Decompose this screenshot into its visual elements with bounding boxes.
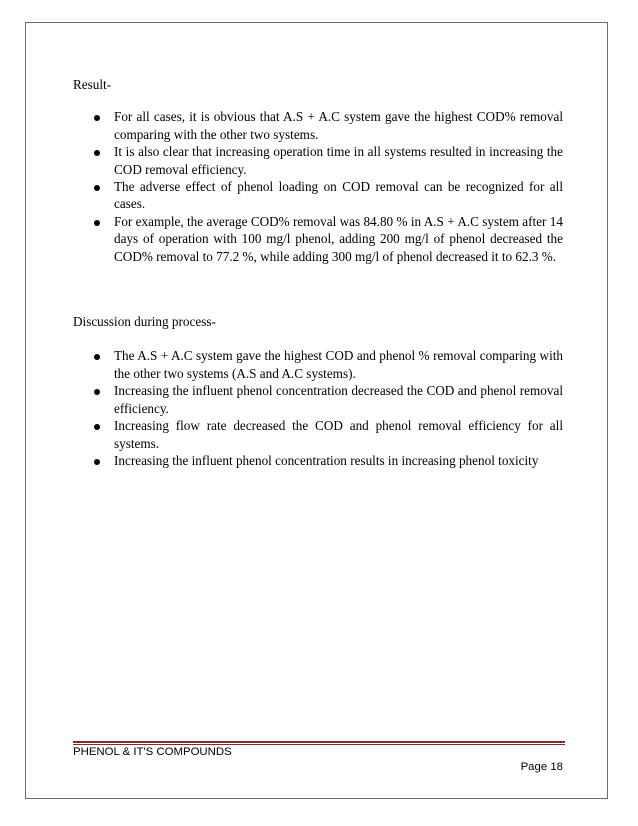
- result-bullet-list: [73, 108, 563, 265]
- result-bullet-item: [73, 213, 563, 265]
- result-bullet-text: For example, the average COD% removal was 84.80 % in A.S + A.C system after 14 days of operation with 100 mg/l phenol, adding 200 mg/l of phenol decreased the COD% removal to 77.2 %, while adding 300 mg/l of phenol decreased it to 62.3 %.: [114, 213, 563, 264]
- result-bullet-item: [73, 108, 563, 143]
- result-bullet-item: [73, 143, 563, 178]
- bullet-icon: [94, 220, 100, 226]
- discussion-bullet-text: Increasing the influent phenol concentration results in increasing phenol toxicity: [114, 452, 539, 468]
- result-bullet-text: The adverse effect of phenol loading on COD removal can be recognized for all cases.: [114, 179, 563, 212]
- bullet-icon: [94, 354, 100, 360]
- bullet-icon: [94, 185, 100, 191]
- discussion-bullet-item: [73, 347, 563, 382]
- discussion-bullet-item: [73, 382, 563, 417]
- footer-rule: [73, 741, 565, 745]
- discussion-bullet-list: [73, 347, 563, 469]
- discussion-bullet-text: The A.S + A.C system gave the highest COD and phenol % removal comparing with the other two systems (A.S and A.C systems).: [114, 348, 563, 381]
- discussion-bullet-item: [73, 452, 563, 469]
- bullet-icon: [94, 424, 100, 430]
- page-content: [73, 76, 563, 469]
- result-bullet-text: It is also clear that increasing operation time in all systems resulted in increasing the COD removal efficiency.: [114, 144, 563, 177]
- result-bullet-item: [73, 178, 563, 213]
- result-bullet-text: For all cases, it is obvious that A.S + A.C system gave the highest COD% removal comparing with the other two systems.: [114, 109, 563, 142]
- discussion-bullet-item: [73, 417, 563, 452]
- discussion-bullet-text: Increasing flow rate decreased the COD and phenol removal efficiency for all systems.: [114, 418, 563, 451]
- page-number: Page 18: [520, 761, 563, 773]
- bullet-icon: [94, 389, 100, 395]
- result-heading: Result-: [73, 77, 112, 92]
- bullet-icon: [94, 150, 100, 156]
- discussion-bullet-text: Increasing the influent phenol concentration decreased the COD and phenol removal efficiency.: [114, 383, 563, 416]
- discussion-heading: Discussion during process-: [73, 314, 216, 330]
- bullet-icon: [94, 115, 100, 121]
- footer-title: PHENOL & IT'S COMPOUNDS: [73, 746, 232, 758]
- bullet-icon: [94, 459, 100, 465]
